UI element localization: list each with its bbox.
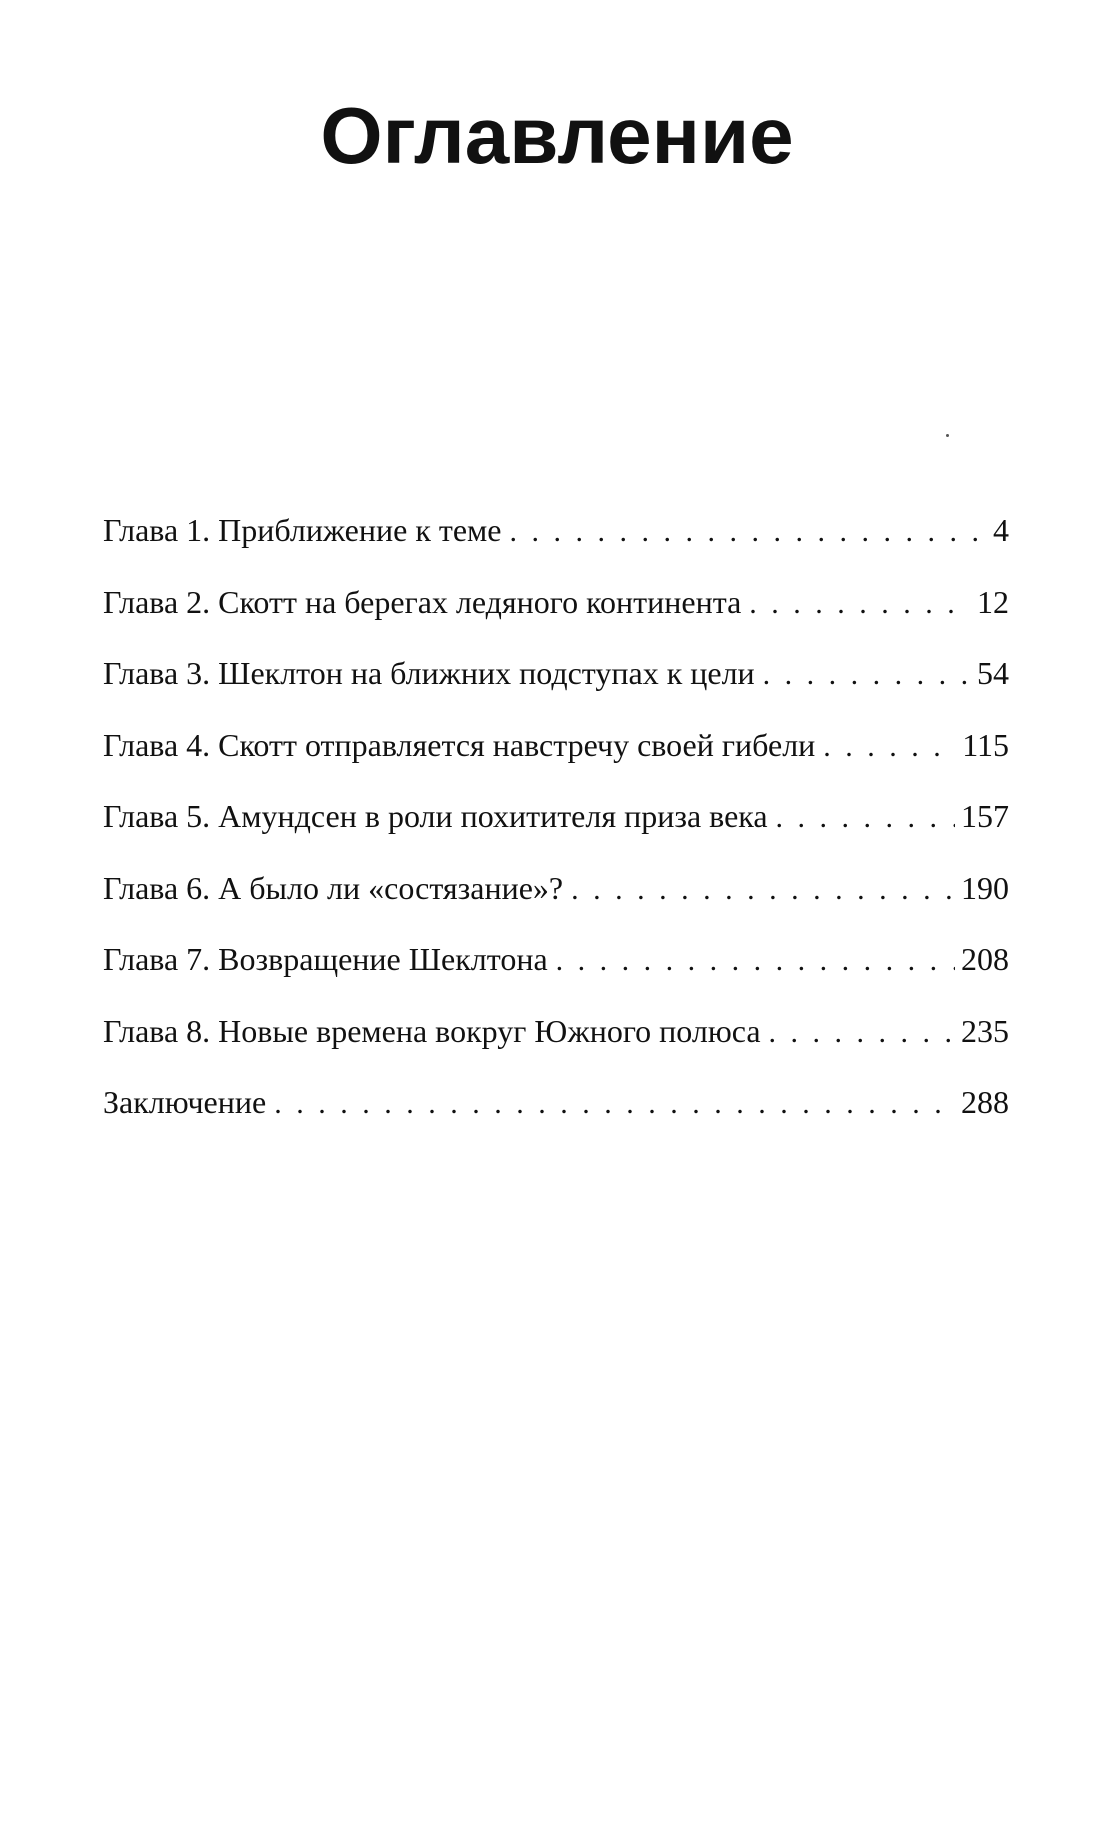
toc-entry-label: Заключение	[103, 1084, 267, 1120]
toc-entry[interactable]	[103, 864, 1009, 936]
toc-entry[interactable]	[103, 1078, 1009, 1150]
toc-dot-leader	[571, 866, 955, 914]
toc-entry[interactable]	[103, 1007, 1009, 1079]
toc-entry-label: Глава 7. Возвращение Шеклтона	[103, 941, 548, 977]
toc-entry[interactable]	[103, 935, 1009, 1007]
toc-dot-leader	[274, 1080, 955, 1128]
page-title: Оглавление	[320, 91, 794, 180]
toc-dot-leader	[763, 651, 971, 699]
toc-entry-page: 208	[961, 941, 1009, 977]
toc-entry[interactable]	[103, 578, 1009, 650]
toc-entry-page: 54	[977, 655, 1009, 691]
toc-entry-page: 12	[977, 583, 1009, 620]
stray-mark	[946, 434, 949, 437]
toc-entry-label: Глава 4. Скотт отправляется навстречу своей гибели	[103, 726, 816, 763]
toc-dot-leader	[510, 508, 982, 556]
toc-entry[interactable]	[103, 721, 1009, 793]
toc-entry-page: 115	[962, 726, 1009, 763]
toc-entry-label: Глава 6. А было ли «состязание»?	[103, 869, 564, 906]
toc-dot-leader	[776, 794, 955, 842]
toc-entry[interactable]	[103, 506, 1009, 578]
toc-entry[interactable]	[103, 649, 1009, 721]
toc-entry-label: Глава 3. Шеклтон на ближних подступах к цели	[103, 655, 755, 691]
toc-entry-label: Глава 5. Амундсен в роли похитителя приза века	[103, 798, 768, 834]
toc-entry-label: Глава 2. Скотт на берегах ледяного континента	[103, 583, 742, 620]
toc-entry-label: Глава 1. Приближение к теме	[103, 512, 502, 548]
toc-entry-page: 288	[961, 1084, 1009, 1120]
table-of-contents	[103, 506, 1009, 1150]
toc-dot-leader	[769, 1009, 955, 1057]
toc-entry[interactable]	[103, 792, 1009, 864]
toc-entry-page: 157	[961, 798, 1009, 834]
toc-dot-leader	[749, 580, 971, 628]
toc-entry-page: 235	[961, 1012, 1009, 1049]
toc-dot-leader	[823, 723, 956, 771]
toc-entry-page: 4	[993, 512, 1009, 548]
toc-dot-leader	[556, 937, 955, 985]
toc-entry-page: 190	[961, 869, 1009, 906]
toc-entry-label: Глава 8. Новые времена вокруг Южного полюса	[103, 1012, 761, 1049]
